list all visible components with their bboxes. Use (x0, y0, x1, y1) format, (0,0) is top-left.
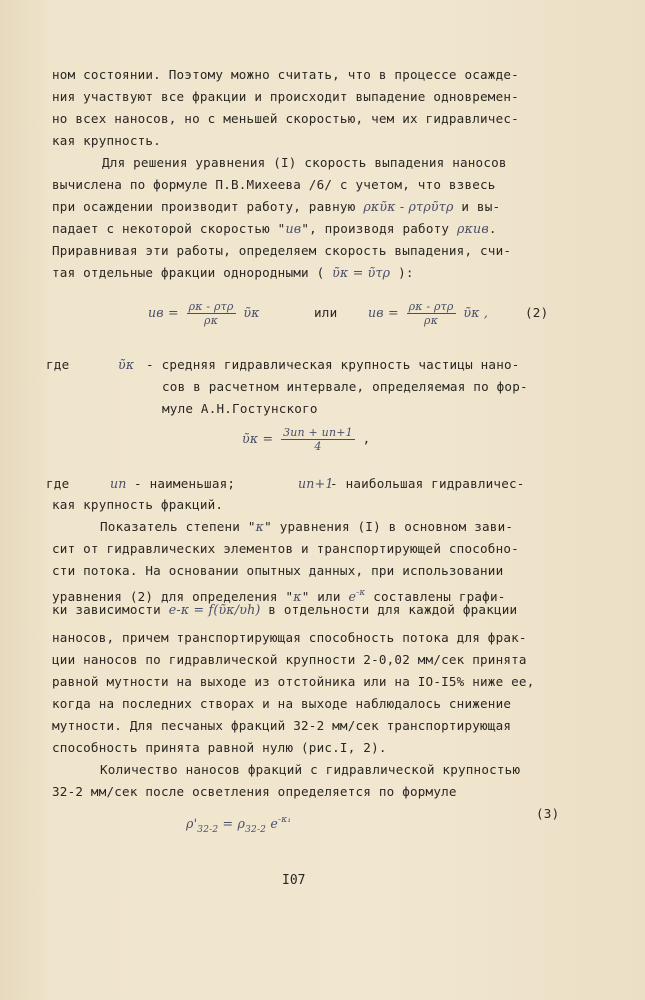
p1-line-3: но всех наносов, но с меньшей скоростью, чем их гидравличес- (52, 111, 519, 126)
p1-line-1: ном состоянии. Поэтому можно считать, что в процессе осажде- (52, 67, 519, 82)
handwritten-symbol: ρκuв (456, 221, 489, 236)
fraction: $\frac{\text{ρκ - ρτρ}}{\rho\kappa}$ (408, 300, 454, 327)
p4-line-1: наносов, причем транспортирующая способность потока для фрак- (52, 630, 527, 645)
p3-line-3: сти потока. На основании опытных данных, при использовании (52, 563, 504, 578)
where-label: где (46, 357, 70, 372)
where2-text-1: - наименьшая; (134, 476, 236, 491)
p1-line-2: ния участвуют все фракции и происходит выпадение одновремен- (52, 89, 519, 104)
equation-2-left: uв = $\frac{\text{ρκ - ρτρ}}{\rho\kappa}$ ῦκ (148, 300, 260, 327)
equation-2-right: uв = $\frac{\text{ρκ - ρτρ}}{\rho\kappa}$ ῦκ , (368, 300, 489, 327)
p2-line-1: Для решения уравнения (I) скорость выпадения наносов (102, 155, 507, 170)
p2-line-2: вычислена по формуле П.В.Михеева /6/ с учетом, что взвесь (52, 177, 496, 192)
p4-line-3: равной мутности на выходе из отстойника или на IO-I5% ниже ее, (52, 674, 535, 689)
handwritten-symbol: un (110, 476, 127, 491)
handwritten-symbol: un+1 (298, 476, 334, 491)
handwritten-formula: ῦκ = ῦτρ (332, 265, 391, 280)
p5-line-2: 32-2 мм/сек после осветления определяется по формуле (52, 784, 457, 799)
where2-line-2: кая крупность фракций. (52, 497, 224, 512)
p3-line-4: уравнения (2) для определения "κ" или $e^{-\kappa}$ составлены графи- (52, 588, 506, 604)
p5-line-1: Количество наносов фракций с гидравлической крупностью (100, 762, 521, 777)
p1-line-4: кая крупность. (52, 133, 161, 148)
p2-line-4: падает с некоторой скоростью "uв", производя работу ρκuв. (52, 221, 497, 236)
p4-line-2: ции наносов по гидравлической крупности 2-0,02 мм/сек принята (52, 652, 527, 667)
handwritten-symbol: uв (285, 221, 302, 236)
where1-line-3: муле А.Н.Гостунского (162, 401, 318, 416)
p3-line-5: ки зависимости e-κ = f(ῦκ/υh) в отдельности для каждой фракции (52, 602, 518, 617)
handwritten-formula: ρκῦκ - ρτρῦτρ (363, 199, 454, 214)
fraction: $\frac{3un + un+1}{4}$ (283, 426, 353, 453)
where2-text-2: - наибольшая гидравличес- (330, 476, 525, 491)
where2-label: где (46, 476, 70, 491)
p4-line-4: когда на последних створах и на выходе наблюдалось снижение (52, 696, 512, 711)
where1-line-2: сов в расчетном интервале, определяемая по фор- (162, 379, 528, 394)
formula-gostunsky: ῦκ = $\frac{3un + un+1}{4}$ , (242, 426, 371, 453)
equation-3: $\rho'_{32-2} = \rho_{32-2}$ $e^{-\kappa_1}$ (186, 815, 292, 835)
p2-line-5: Приравнивая эти работы, определяем скорость выпадения, счи- (52, 243, 512, 258)
p4-line-6: способность принята равной нулю (рис.I, 2). (52, 740, 387, 755)
p3-line-2: сит от гидравлических элементов и транспортирующей способно- (52, 541, 519, 556)
p4-line-5: мутности. Для песчаных фракций 32-2 мм/сек транспортирующая (52, 718, 512, 733)
page-number: I07 (282, 873, 306, 888)
equation-2-connector: или (314, 305, 338, 320)
equation-2-number: (2) (525, 305, 549, 320)
p3-line-1: Показатель степени "κ" уравнения (I) в основном зави- (100, 519, 514, 534)
p2-line-6: тая отдельные фракции однородными ( ῦκ = ῦτρ ): (52, 265, 414, 280)
p2-line-3: при осаждении производит работу, равную ρκῦκ - ρτρῦτρ и вы- (52, 199, 501, 214)
fraction: $\frac{\text{ρκ - ρτρ}}{\rho\kappa}$ (188, 300, 234, 327)
handwritten-symbol: ῦκ (118, 357, 135, 372)
where1-line-1: - средняя гидравлическая крупность частицы нано- (146, 357, 520, 372)
equation-3-number: (3) (536, 806, 560, 821)
handwritten-formula: e-κ = f(ῦκ/υh) (168, 602, 261, 617)
